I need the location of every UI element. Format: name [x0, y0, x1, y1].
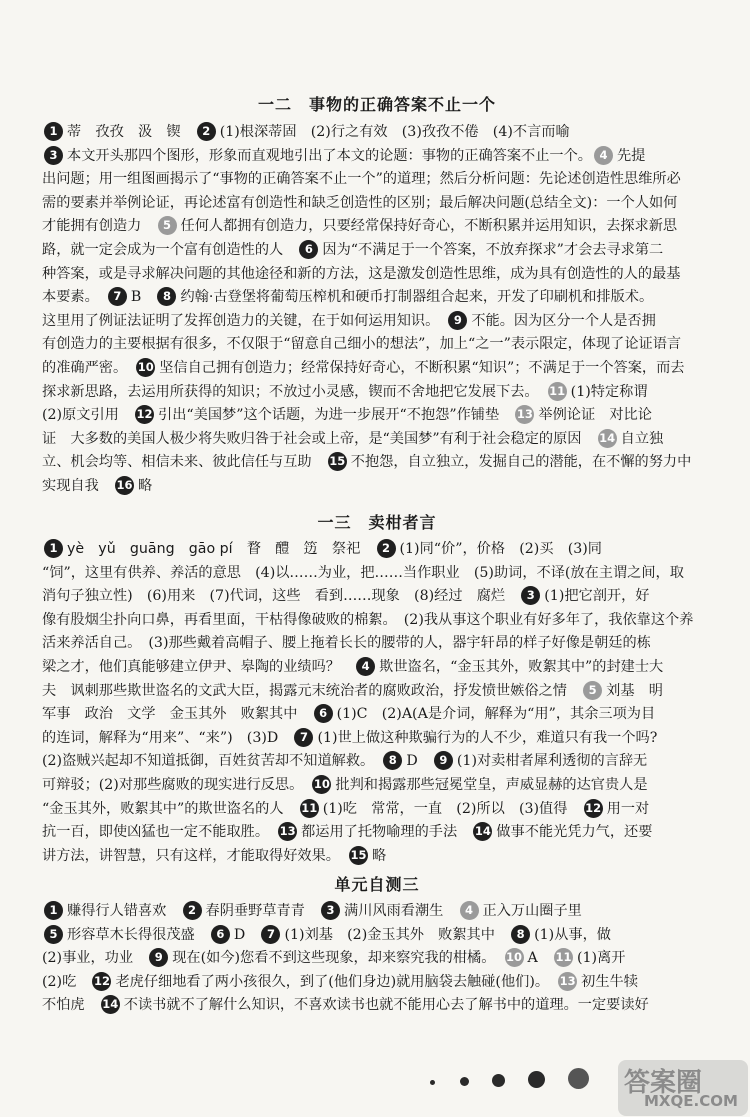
answer-line [42, 215, 712, 239]
answer-text: 用一对 [606, 800, 650, 817]
question-number-badge: 11 [548, 382, 567, 401]
answer-text: 都运用了托物喻理的手法 [301, 824, 472, 841]
answer-text: 种答案，或是寻求解决问题的其他途径和新的方法，这是激发创造性思维，成为具有创造性的人的最基 [42, 265, 681, 282]
answer-text: (1)同“价”，价格 (2)买 (3)同 [399, 541, 602, 557]
answer-line [42, 121, 712, 145]
question-number-badge: 5 [158, 216, 177, 235]
answer-text: 先提 [616, 147, 646, 164]
answer-text: 不能。因为区分一个人是否拥 [471, 312, 656, 329]
answer-line [42, 609, 712, 633]
answer-text: 因为“不满足于一个答案，不放弃探求”才会去寻求第二 [322, 241, 664, 258]
answer-text: 本文开头那四个图形，形象而直观地引出了本文的论题：事物的正确答案不止一个。 [67, 147, 592, 164]
answer-text: (1)从事，做 [534, 926, 611, 943]
answer-line [42, 357, 712, 381]
question-number-badge: 4 [356, 657, 375, 676]
question-number-badge: 2 [183, 901, 202, 920]
pinyin-text: yè yǔ guāng gāo pí [67, 541, 247, 557]
answer-text: (1)吃 常常，一直 (2)所以 (3)值得 [322, 800, 582, 817]
answer-text: 本要素。 [42, 289, 106, 306]
answer-line [42, 971, 712, 995]
answer-text: 形容草木长得很茂盛 [67, 926, 209, 943]
question-number-badge: 10 [505, 948, 524, 967]
question-number-badge: 5 [583, 681, 602, 700]
question-number-badge: 8 [157, 287, 176, 306]
dot-1 [430, 1080, 435, 1085]
answer-text: 欺世盗名，“金玉其外，败絮其中”的封建士大 [379, 658, 664, 675]
question-number-badge: 7 [261, 925, 280, 944]
answer-text: 老虎仔细地看了两小孩很久，到了(他们身边)就用脑袋去触碰(他们)。 [115, 973, 557, 990]
dot-4 [528, 1071, 545, 1088]
question-number-badge: 13 [278, 822, 297, 841]
answer-text: (1)把它剖开，好 [544, 588, 650, 605]
answer-line [42, 821, 712, 845]
question-number-badge: 14 [473, 822, 492, 841]
answer-text: 做事不能光凭力气，还要 [496, 824, 653, 841]
answer-text: 不读书就不了解什么知识，不喜欢读书也就不能用心去了解书中的道理。一定要读好 [123, 997, 649, 1014]
question-number-badge: 13 [558, 972, 577, 991]
answer-line [42, 585, 712, 609]
question-number-badge: 13 [515, 405, 534, 424]
question-number-badge: 9 [448, 311, 467, 330]
answer-text: 有创造力的主要根据有很多，不仅限于“留意自己细小的想法”，加上“之一”表示限定，体现了论证语言 [42, 336, 682, 353]
section-title-1: 一二 事物的正确答案不止一个 [257, 95, 496, 114]
answer-line [42, 239, 712, 263]
answer-text: 活来养活自己。 (3)那些戴着高帽子、腰上拖着长长的腰带的人，器宇轩昂的样子好像是朝廷的栋 [42, 635, 651, 652]
question-number-badge: 4 [460, 901, 479, 920]
answer-text: (1)世上做这种欺骗行为的人不少，难道只有我一个吗? [317, 729, 658, 746]
answer-line [42, 333, 712, 357]
question-number-badge: 14 [598, 429, 617, 448]
answer-text: (1)刘基 (2)金玉其外 败絮其中 [284, 926, 510, 943]
answer-text: 现在(如今)您看不到这些现象，却来察究我的柑橘。 [172, 950, 503, 967]
answer-line [42, 900, 712, 924]
question-number-badge: 1 [44, 539, 63, 558]
section-body-1 [42, 121, 712, 499]
question-number-badge: 3 [44, 146, 63, 165]
answer-line [42, 703, 712, 727]
answer-text: 略 [372, 847, 387, 864]
answer-line [42, 750, 712, 774]
answer-line [42, 774, 712, 798]
answer-text: 不抱怨，自立独立，发掘自己的潜能，在不懈的努力中 [350, 454, 692, 471]
answer-text: B [130, 289, 156, 306]
answer-text: (1)对卖柑者犀利透彻的言辞无 [456, 753, 648, 770]
answer-text: 举例论证 对比论 [538, 407, 652, 424]
dot-5 [568, 1068, 589, 1089]
answer-text: 需的要素并举例论证，再论述富有创造性和缺乏创造性的区别；最后解决问题(总结全文)：一个人如何 [42, 194, 678, 211]
answer-line [42, 192, 712, 216]
answer-text: 的连词，解释为“用来”、“来”) (3)D [42, 729, 293, 746]
answer-line [42, 727, 712, 751]
answer-line [42, 451, 712, 475]
answer-text: 引出“美国梦”这个话题，为进一步展开“不抱怨”作铺垫 [158, 407, 514, 424]
question-number-badge: 6 [299, 240, 318, 259]
answer-line [42, 924, 712, 948]
question-number-badge: 10 [312, 775, 331, 794]
answer-line [42, 428, 712, 452]
question-number-badge: 7 [294, 728, 313, 747]
answer-text: “饲”，这里有供养、养活的意思 (4)以……为业，把……当作职业 (5)助词，不译(放在主谓之间，取 [42, 564, 684, 581]
answer-text: 约翰·古登堡将葡萄压榨机和硬币打制器组合起来，开发了印刷机和排版术。 [180, 289, 654, 306]
answer-text: 瞀 醴 笾 祭祀 [246, 541, 375, 557]
dot-3 [492, 1074, 505, 1087]
section-body-3 [42, 900, 712, 1018]
answer-text: 初生牛犊 [581, 973, 638, 990]
answer-text: 略 [137, 477, 153, 494]
answer-text: (2)吃 [42, 973, 91, 990]
watermark-logo [618, 1060, 748, 1116]
answer-line [42, 310, 712, 334]
question-number-badge: 11 [554, 948, 573, 967]
answer-text: 满川风雨看潮生 [344, 903, 458, 919]
question-number-badge: 8 [383, 751, 402, 770]
answer-text: A [527, 950, 552, 967]
answer-text: D [233, 926, 260, 943]
question-number-badge: 9 [434, 751, 453, 770]
answer-text: “金玉其外，败絮其中”的欺世盗名的人 [42, 800, 298, 817]
answer-line [42, 798, 712, 822]
question-number-badge: 15 [328, 452, 347, 471]
answer-text: (2)盗贼兴起却不知道抵御，百姓贫苦却不知道解救。 [42, 753, 382, 770]
question-number-badge: 2 [197, 122, 216, 141]
question-number-badge: 12 [135, 405, 154, 424]
question-number-badge: 12 [584, 799, 603, 818]
answer-text: 抗一百，即使凶猛也一定不能取胜。 [42, 824, 277, 841]
answer-line [42, 845, 712, 869]
section-title-2: 一三 卖柑者言 [317, 513, 437, 532]
answer-text: 自立独 [620, 430, 664, 447]
answer-text: 实现自我 [42, 477, 113, 494]
answer-line [42, 994, 712, 1018]
answer-line [42, 404, 712, 428]
answer-text: 坚信自己拥有创造力；经常保持好奇心，不断积累“知识”；不满足于一个答案，而去 [159, 359, 685, 376]
dot-2 [460, 1077, 469, 1086]
answer-text: 这里用了例证法证明了发挥创造力的关键，在于如何运用知识。 [42, 312, 447, 329]
answer-text: 立、机会均等、相信未来、彼此信任与互助 [42, 454, 326, 471]
question-number-badge: 10 [136, 358, 155, 377]
answer-text: (2)原文引用 [42, 407, 134, 424]
answer-text: 消句子独立性) (6)用来 (7)代词，这些 看到……现象 (8)经过 腐烂 [42, 588, 520, 605]
answer-text: 不怕虎 [42, 997, 99, 1014]
answer-line [42, 562, 712, 586]
answer-text: 批判和揭露那些冠冕堂皇，声威显赫的达官贵人是 [335, 776, 648, 793]
answer-text: (1)C (2)A(A是介词，解释为“用”，其余三项为目 [336, 706, 656, 723]
answer-line [42, 947, 712, 971]
answer-line [42, 656, 712, 680]
answer-line [42, 680, 712, 704]
question-number-badge: 1 [44, 901, 63, 920]
answer-line [42, 538, 712, 562]
answer-text: 探求新思路，去运用所获得的知识；不放过小灵感，锲而不舍地把它发展下去。 [42, 383, 546, 400]
question-number-badge: 15 [349, 846, 368, 865]
question-number-badge: 8 [511, 925, 530, 944]
answer-text: (1)根深蒂固 (2)行之有效 (3)孜孜不倦 (4)不言而喻 [219, 124, 570, 140]
question-number-badge: 5 [44, 925, 63, 944]
watermark-en: MXQE.COM [644, 1092, 738, 1110]
question-number-badge: 12 [92, 972, 111, 991]
watermark-cn: 答案圈 [624, 1068, 703, 1098]
answer-text: (2)事业，功业 [42, 950, 148, 967]
answer-line [42, 475, 712, 499]
question-number-badge: 6 [211, 925, 230, 944]
answer-line [42, 286, 712, 310]
answer-text: 像有股烟尘扑向口鼻，再看里面，干枯得像破败的棉絮。 (2)我从事这个职业有好多年了，我依靠这个养 [42, 611, 694, 628]
answer-text: 正入万山圈子里 [482, 903, 582, 919]
question-number-badge: 2 [377, 539, 396, 558]
question-number-badge: 1 [44, 122, 63, 141]
answer-line [42, 145, 712, 169]
answer-text: 路，就一定会成为一个富有创造性的人 [42, 241, 298, 258]
question-number-badge: 4 [594, 146, 613, 165]
question-number-badge: 7 [108, 287, 127, 306]
answer-text: 才能拥有创造力 [42, 218, 156, 235]
question-number-badge: 9 [149, 948, 168, 967]
answer-text: 任何人都拥有创造力，只要经常保持好奇心，不断积累并运用知识，去探求新思 [180, 218, 678, 235]
answer-line [42, 168, 712, 192]
question-number-badge: 3 [521, 586, 540, 605]
question-number-badge: 11 [300, 799, 319, 818]
answer-text: 蒂 孜孜 汲 锲 [67, 124, 195, 140]
answer-text: 军事 政治 文学 金玉其外 败絮其中 [42, 706, 312, 723]
answer-text: (1)离开 [576, 950, 626, 967]
question-number-badge: 3 [321, 901, 340, 920]
question-number-badge: 6 [314, 704, 333, 723]
answer-line [42, 381, 712, 405]
answer-text: (1)特定称谓 [570, 383, 648, 400]
section-title-3: 单元自测三 [334, 875, 420, 894]
question-number-badge: 14 [101, 995, 120, 1014]
question-number-badge: 16 [115, 476, 134, 495]
answer-text: 可辩驳；(2)对那些腐败的现实进行反思。 [42, 776, 311, 793]
answer-line [42, 632, 712, 656]
answer-text: D [406, 753, 432, 770]
answer-line [42, 263, 712, 287]
section-body-2 [42, 538, 712, 868]
answer-text: 赚得行人错喜欢 [67, 903, 181, 919]
answer-text: 春阴垂野草青青 [205, 903, 320, 919]
answer-text: 梁之才，他们真能够建立伊尹、皋陶的业绩吗？ [42, 658, 355, 675]
answer-text: 夫 讽刺那些欺世盗名的文武大臣，揭露元末统治者的腐败政治，抒发愤世嫉俗之情 [42, 682, 582, 699]
answer-text: 出问题；用一组图画揭示了“事物的正确答案不止一个”的道理；然后分析问题：先论述创造性思维所必 [42, 171, 681, 188]
answer-text: 讲方法，讲智慧，只有这样，才能取得好效果。 [42, 847, 348, 864]
answer-text: 证 大多数的美国人极少将失败归咎于社会或上帝，是“美国梦”有利于社会稳定的原因 [42, 430, 596, 447]
answer-text: 刘基 明 [606, 682, 663, 699]
answer-text: 的准确严密。 [42, 359, 135, 376]
